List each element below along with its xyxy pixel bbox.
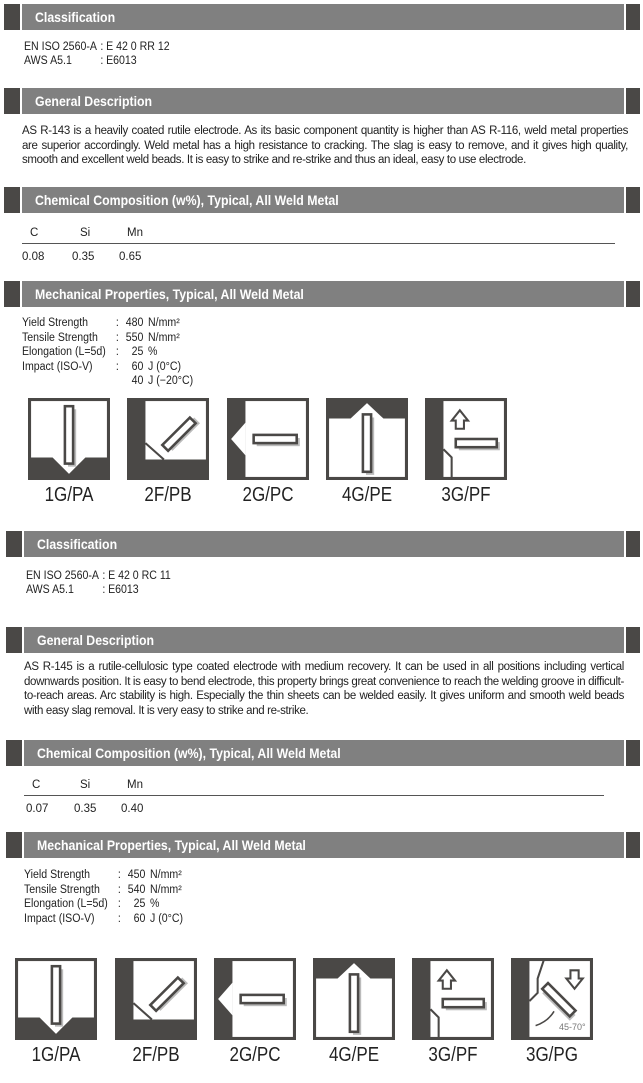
mechanical-properties-header [4, 281, 640, 307]
position-label: 4G/PE [341, 484, 393, 506]
chemical-divider [24, 795, 604, 796]
property-sep: : [117, 883, 121, 896]
welding-position-pc [214, 958, 296, 1067]
header-bar [22, 281, 624, 307]
header-right-block [626, 281, 640, 307]
header-right-block [626, 4, 640, 30]
section-title: General Description [35, 93, 153, 109]
property-unit: J (0°C) [148, 360, 182, 373]
general-description-header [4, 88, 640, 114]
property-sep: : [115, 346, 119, 358]
header-left-block [4, 281, 20, 307]
chemical-header-cell: Si [80, 779, 91, 791]
chemical-header-cell: C [30, 227, 39, 239]
welding-position-pa [28, 398, 110, 507]
position-pc-icon [227, 398, 309, 480]
classification-label: EN ISO 2560-A [24, 41, 97, 53]
property-label: Yield Strength [22, 317, 89, 329]
classification-value: E6013 [106, 55, 137, 67]
classification-row [26, 583, 139, 597]
property-label: Tensile Strength [22, 331, 98, 344]
general-description-text: AS R-145 is a rutile-cellulosic type coated electrode with medium recovery. It can be used in all positions including vertical downwards position. It is easy to bend electrode, this property brings great convenience to reach the welding groove in difficult-to-reach areas. Arc stability is high. Especially the thin sheets can be welded easily. It gives uniform and smooth weld beads with easy slag removal. It is very easy to strike and re-strike. [24, 661, 624, 717]
property-sep: : [115, 360, 119, 373]
property-value: 40 [131, 375, 144, 387]
position-label: 1G/PA [31, 1044, 81, 1066]
property-value: 25 [133, 898, 146, 910]
welding-position-pf [425, 398, 507, 507]
property-sep: : [115, 331, 119, 344]
welding-position-pb [115, 958, 197, 1067]
general-description-text: AS R-143 is a heavily coated rutile electrode. As its basic component quantity is higher than AS R-116, weld metal properties are superior accordingly. Weld metal has a high resistance to cracking. The slag is easy to remove, and it gives high quality, smooth and excellent weld beads. It is easy to strike and re-strike and thus an ideal, easy to use electrode. [22, 125, 628, 166]
classification-row [24, 40, 170, 54]
position-label: 2F/PB [132, 1044, 180, 1066]
section-title: Classification [35, 9, 116, 25]
mechanical-row [24, 868, 182, 882]
header-left-block [4, 4, 20, 30]
property-unit: J (−20°C) [148, 375, 194, 387]
chemical-value-cell: 0.35 [72, 251, 95, 263]
section-title: Mechanical Properties, Typical, All Weld Metal [37, 837, 306, 853]
property-sep: : [115, 317, 119, 329]
classification-label: AWS A5.1 [26, 584, 74, 596]
welding-position-pc [227, 398, 309, 507]
property-unit: J (0°C) [150, 912, 184, 925]
classification-row [24, 54, 137, 68]
property-sep: : [117, 898, 121, 910]
header-right-block [626, 627, 640, 653]
header-left-block [4, 88, 20, 114]
property-unit: N/mm² [148, 331, 180, 344]
header-bar [22, 88, 624, 114]
property-label: Impact (ISO-V) [22, 360, 93, 373]
property-value: 60 [131, 360, 144, 373]
property-sep: : [117, 912, 121, 925]
header-bar [24, 531, 624, 557]
property-label: Tensile Strength [24, 883, 100, 896]
property-value: 550 [125, 331, 144, 344]
classification-header [4, 4, 640, 30]
section-title: Chemical Composition (w%), Typical, All Weld Metal [35, 192, 339, 208]
property-unit: N/mm² [148, 317, 180, 329]
position-pb-icon [127, 398, 209, 480]
position-label: 3G/PF [441, 484, 491, 506]
header-bar [22, 4, 624, 30]
chemical-value-cell: 0.07 [26, 803, 49, 815]
chemical-value-cell: 0.65 [119, 251, 142, 263]
classification-label: AWS A5.1 [24, 55, 72, 67]
header-bar [24, 627, 624, 653]
mechanical-row [22, 374, 193, 388]
property-unit: % [150, 898, 160, 910]
header-bar [24, 832, 624, 858]
position-label: 4G/PE [328, 1044, 380, 1066]
classification-label: EN ISO 2560-A [26, 570, 99, 582]
header-left-block [6, 740, 22, 766]
classification-sep: : [102, 570, 106, 582]
header-bar [22, 187, 624, 213]
mechanical-row [22, 345, 157, 359]
chemical-divider [22, 243, 615, 244]
property-label: Elongation (L=5d) [24, 898, 108, 910]
classification-row [26, 569, 171, 583]
chemical-value-cell: 0.08 [22, 251, 45, 263]
property-label: Elongation (L=5d) [22, 346, 106, 358]
header-right-block [626, 531, 640, 557]
mechanical-row [24, 912, 183, 926]
property-unit: % [148, 346, 158, 358]
property-sep: : [117, 869, 121, 881]
position-label: 2G/PC [229, 1044, 281, 1066]
header-left-block [6, 531, 22, 557]
header-right-block [626, 832, 640, 858]
property-value: 25 [131, 346, 144, 358]
section-title: General Description [37, 632, 155, 648]
general-description-header [6, 627, 640, 653]
welding-position-pa [15, 958, 97, 1067]
header-right-block [626, 187, 640, 213]
mechanical-properties-header [6, 832, 640, 858]
angle-label: 45-70° [559, 1022, 586, 1032]
header-right-block [626, 88, 640, 114]
position-pc-icon [214, 958, 296, 1040]
classification-sep: : [100, 55, 104, 67]
section-title: Classification [37, 536, 118, 552]
property-value: 60 [133, 912, 146, 925]
chemical-header-cell: C [32, 779, 41, 791]
header-left-block [4, 187, 20, 213]
property-value: 480 [125, 317, 144, 329]
chemical-header-cell: Mn [127, 227, 143, 239]
mechanical-row [22, 316, 180, 330]
chemical-header-cell: Mn [127, 779, 143, 791]
header-bar [24, 740, 624, 766]
property-unit: N/mm² [150, 869, 182, 881]
property-unit: N/mm² [150, 883, 182, 896]
welding-position-pb [127, 398, 209, 507]
header-right-block [626, 740, 640, 766]
position-label: 2G/PC [242, 484, 294, 506]
mechanical-row [24, 897, 159, 911]
welding-position-pe [326, 398, 408, 507]
mechanical-row [22, 331, 180, 345]
position-label: 3G/PG [526, 1044, 578, 1066]
header-left-block [6, 627, 22, 653]
chemical-value-cell: 0.35 [74, 803, 97, 815]
section-title: Chemical Composition (w%), Typical, All Weld Metal [37, 745, 341, 761]
chemical-header-cell: Si [80, 227, 91, 239]
property-label: Yield Strength [24, 869, 91, 881]
welding-position-pg [511, 958, 593, 1067]
position-pf-icon [425, 398, 507, 480]
position-label: 3G/PF [428, 1044, 478, 1066]
position-pb-icon [115, 958, 197, 1040]
mechanical-row [24, 883, 182, 897]
position-pa-icon [28, 398, 110, 480]
welding-position-pf [412, 958, 494, 1067]
classification-header [6, 531, 640, 557]
position-label: 2F/PB [144, 484, 192, 506]
chemical-composition-header [4, 187, 640, 213]
classification-sep: : [102, 584, 106, 596]
position-pf-icon [412, 958, 494, 1040]
section-title: Mechanical Properties, Typical, All Weld Metal [35, 286, 304, 302]
property-value: 450 [127, 869, 146, 881]
classification-value: E 42 0 RC 11 [108, 570, 171, 582]
position-pe-icon [326, 398, 408, 480]
chemical-composition-header [6, 740, 640, 766]
position-pe-icon [313, 958, 395, 1040]
chemical-value-cell: 0.40 [121, 803, 144, 815]
position-pa-icon [15, 958, 97, 1040]
mechanical-row [22, 360, 181, 374]
header-left-block [6, 832, 22, 858]
property-value: 540 [127, 883, 146, 896]
welding-position-pe [313, 958, 395, 1067]
property-label: Impact (ISO-V) [24, 912, 95, 925]
position-label: 1G/PA [44, 484, 94, 506]
classification-sep: : [100, 41, 104, 53]
classification-value: E6013 [108, 584, 139, 596]
classification-value: E 42 0 RR 12 [106, 41, 170, 53]
